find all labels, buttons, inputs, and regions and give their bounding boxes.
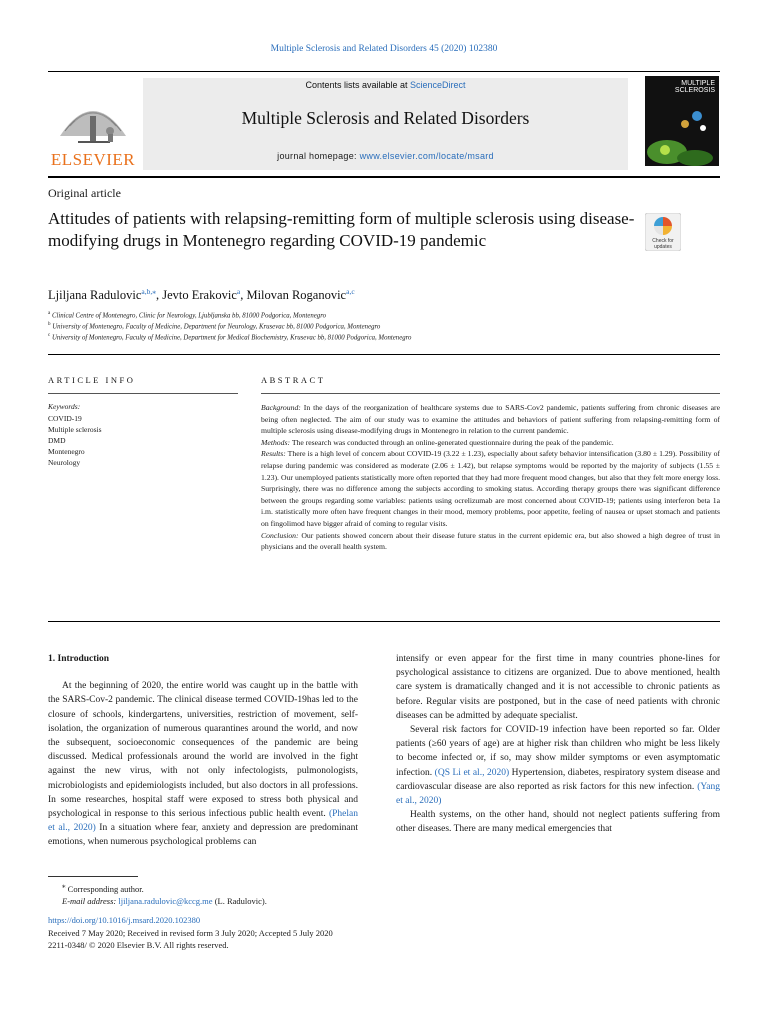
author-list: Ljiljana Radulovic$^{a,b,⁎}$, Jevto Erakovic$^a$, Milovan Roganovic$^{a,c}$ (48, 287, 355, 303)
author-name[interactable]: Milovan Roganovic (246, 288, 347, 303)
keywords-list (48, 413, 102, 468)
keyword: COVID-19 (48, 414, 82, 423)
author-affiliation-marks[interactable]: a,b,⁎ (141, 287, 156, 296)
article-type: Original article (48, 186, 121, 200)
running-header[interactable]: Multiple Sclerosis and Related Disorders 45 (2020) 102380 (270, 44, 498, 54)
affiliations-rule (48, 354, 720, 355)
footnote-rule (48, 876, 138, 877)
abstract-background: Background: In the days of the reorganization of healthcare systems due to SARS-Cov2 pandemic, patients suffering from chronic diseases are being often neglected. The aim of our study was to examine the attitudes and behaviors of patient suffering from relapsing-remitting form of multiple sclerosis using disease-modifying drugs in Montenegro in relation to the current pandemic. (261, 403, 720, 436)
corresponding-author-note: ⁎ Corresponding author. (62, 882, 144, 894)
citation-link[interactable]: (Yang et al., 2020) (396, 781, 720, 807)
body-left-column (48, 652, 358, 850)
body-paragraph: Several risk factors for COVID-19 infection have been reported so far. Older patients (≥60 years of age) are at higher risk than children who might be less likely to become infected or, if so, may show milder symptoms or even asymptomatic infection. (QS Li et al., 2020) Hypertension, diabetes, respiratory system disease and cardiovascular disease are also reported as risk factors for this new infection. (Yang et al., 2020) (396, 725, 721, 807)
header-top-rule (48, 71, 720, 72)
keyword: DMD (48, 436, 66, 445)
abstract-body (261, 402, 720, 553)
affiliation: $^b$ University of Montenegro, Faculty of Medicine, Department for Neurology, Krusevac bb, 81000 Podgorica, Montenegro (48, 322, 381, 331)
author-name[interactable]: Jevto Erakovic (162, 288, 237, 303)
article-info-rule (48, 393, 238, 394)
journal-homepage-line: journal homepage: www.elsevier.com/locate/msard (277, 151, 494, 161)
svg-text:Check for: Check for (652, 238, 674, 244)
body-paragraph: intensify or even appear for the first time in many countries phone-lines for psychological assistance to citizens are organized. Due to above mentioned, health care system is dramatically changed and it is not accessible to chronic patients as before. Regular visits are postponed, but in the case of need patients with chronic diseases can be admitted by adequate specialist. (396, 654, 720, 721)
affiliation: $^a$ Clinical Centre of Montenegro, Clinic for Neurology, Ljubljanska bb, 81000 Podgorica, Montenegro (48, 311, 326, 320)
article-info-heading: ARTICLE INFO (48, 375, 136, 385)
contents-line: Contents lists available at ScienceDirect (305, 80, 466, 90)
abstract-results: Results: There is a high level of concern about COVID-19 (3.22 ± 1.23), especially about safety behavior intensification (3.80 ± 1.29). Possibility of relapse during pandemic was considered as moderate (2.06 ± 1.42), but relapse symptoms would be reported by the majority of subjects (1.55 ± 1.23). Our unemployed patients statistically more often reported that they had more frequent mood changes, but also that they felt more energy loss. Surprisingly, there was no difference among the subjects according to smoking status. According therapy groups there was significant difference between the groups regarding some variables: patients using ocrelizumab are most concerned about COVID-19; patients using interferon beta 1a i.m. statistically more often have frequent changes in their mood, memory problems, poor appetite, feeling of nausea or upset stomach and patients on fingolimod have bigger afraid of coming to regular visits. (261, 449, 720, 528)
footnotes (48, 880, 267, 908)
keyword: Multiple sclerosis (48, 425, 102, 434)
journal-title: Multiple Sclerosis and Related Disorders (241, 108, 530, 128)
author-affiliation-marks[interactable]: a,c (346, 287, 355, 296)
affiliation: $^c$ University of Montenegro, Faculty of Medicine, Department for Medical Biochemistry, Krusevac bb, 81000 Podgorica, Montenegro (48, 333, 412, 342)
svg-text:updates: updates (654, 244, 672, 250)
body-paragraph: At the beginning of 2020, the entire world was caught up in the battle with the SARS-Cov-2 pandemic. The clinical disease termed COVID-19has led to the closure of schools, kindergartens, universities, restriction of movement, self-isolation, the organization of numerous quarantines around the world, and now the subsequent, socioeconomic consequences of the pandemic are being discussed. Medical professionals around the world are involved in the fight against the new virus, with not only infectologists, pulmonologists, microbiologists and epidemiologists included, but also doctors in all professions. In some researches, hospital staff were exposed to stress both physical and psychological in response to this serious infectious public health event. (Phelan et al., 2020) In a situation where fear, anxiety and depression are predominant emotions, when numerous psychological problems can (48, 681, 358, 848)
email-link[interactable]: ljiljana.radulovic@kccg.me (118, 896, 213, 907)
keyword: Montenegro (48, 447, 85, 456)
publication-info (48, 914, 333, 952)
abstract-conclusion: Conclusion: Our patients showed concern about their disease future status in the current epidemic era, but also showed a high degree of trust in physicians and the overall health system. (261, 530, 720, 552)
header-bottom-rule (48, 176, 720, 178)
abstract-rule (261, 393, 720, 394)
keywords-label: Keywords: (48, 402, 81, 411)
abstract-bottom-rule (48, 621, 720, 622)
sciencedirect-link[interactable]: ScienceDirect (410, 80, 466, 90)
body-paragraph: Health systems, on the other hand, should not neglect patients suffering from other diseases. There are many medical emergencies that (396, 810, 720, 835)
doi-link[interactable]: https://doi.org/10.1016/j.msard.2020.102380 (48, 915, 201, 925)
section-heading-introduction: 1. Introduction (48, 654, 110, 664)
cover-title: MULTIPLE SCLEROSIS (674, 80, 715, 94)
citation-link[interactable]: (Phelan et al., 2020) (48, 809, 358, 834)
author-affiliation-marks[interactable]: a (236, 287, 241, 296)
copyright-line: 2211-0348/ © 2020 Elsevier B.V. All rights reserved. (48, 940, 229, 950)
journal-cover-image[interactable] (645, 76, 719, 166)
author-name[interactable]: Ljiljana Radulovic (48, 288, 142, 303)
abstract-methods: Methods: The research was conducted through an online-generated questionnaire during the peak of the pandemic. (261, 437, 614, 447)
email-note: E-mail address: ljiljana.radulovic@kccg.me (L. Radulovic). (62, 896, 267, 907)
check-for-updates-icon[interactable] (645, 213, 681, 251)
abstract-heading: ABSTRACT (261, 375, 326, 385)
cover-artwork (645, 76, 719, 166)
article-history: Received 7 May 2020; Received in revised form 3 July 2020; Accepted 5 July 2020 (48, 927, 333, 938)
journal-homepage-link[interactable]: www.elsevier.com/locate/msard (359, 151, 494, 161)
article-title: Attitudes of patients with relapsing-remitting form of multiple sclerosis using disease-modifying drugs in Montenegro regarding COVID-19 pandemic (48, 209, 635, 250)
elsevier-wordmark[interactable]: ELSEVIER (50, 150, 136, 169)
keyword: Neurology (48, 458, 81, 467)
body-right-column (396, 652, 720, 837)
citation-link[interactable]: (QS Li et al., 2020) (434, 767, 510, 778)
